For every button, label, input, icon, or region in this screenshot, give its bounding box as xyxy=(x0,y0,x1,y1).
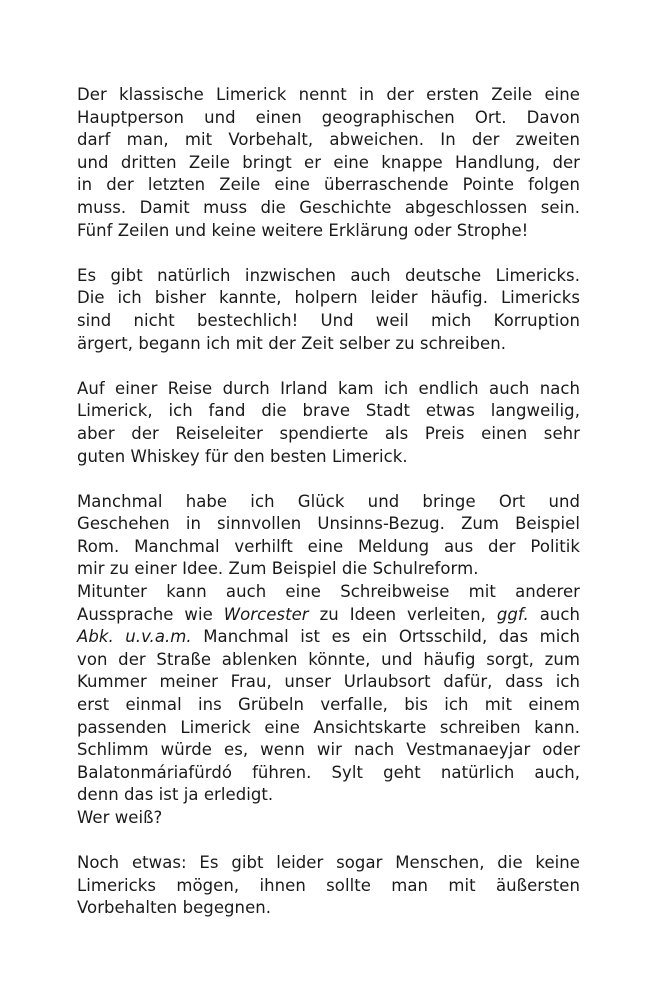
text-line: Vorbehalten begegnen. xyxy=(77,898,272,918)
text-line: Manchmal habe ich Glück und bringe Ort und xyxy=(77,491,580,511)
text-line: Limerick, ich fand die brave Stadt etwas langweilig, xyxy=(77,401,580,421)
paragraph-gap xyxy=(77,355,580,378)
text-line: Die ich bisher kannte, holpern leider häufig. Limericks xyxy=(77,288,580,308)
text-line: und dritten Zeile bringt er eine knappe Handlung, der xyxy=(77,152,580,172)
paragraph xyxy=(77,378,580,468)
text-line: in der letzten Zeile eine überraschende Pointe folgen xyxy=(77,175,580,195)
text-segment: Manchmal ist es ein Ortsschild, das mich xyxy=(191,627,580,647)
paragraph-gap xyxy=(77,242,580,265)
paragraph xyxy=(77,84,580,242)
text-line: aber der Reiseleiter spendierte als Preis einen sehr xyxy=(77,423,580,443)
text-line: Mitunter kann auch eine Schreibweise mit anderer xyxy=(77,582,580,602)
text-segment: auch xyxy=(528,604,581,624)
text-line: Rom. Manchmal verhilft eine Meldung aus der Politik xyxy=(77,536,580,556)
text-line: mir zu einer Idee. Zum Beispiel die Schulreform. xyxy=(77,559,479,579)
text-line: Wer weiß? xyxy=(77,808,163,827)
text-line: denn das ist ja erledigt. xyxy=(77,785,274,805)
paragraph-gap xyxy=(77,468,580,491)
text-line: Der klassische Limerick nennt in der ersten Zeile eine xyxy=(77,85,580,104)
paragraph xyxy=(77,491,580,830)
text-line: muss. Damit muss die Geschichte abgeschlossen sein. xyxy=(77,197,580,217)
body-text xyxy=(77,84,580,920)
italic-text: ggf. xyxy=(496,604,529,624)
italic-text: Worcester xyxy=(223,604,309,624)
paragraph xyxy=(77,265,580,355)
text-line: Noch etwas: Es gibt leider sogar Menschen, die keine xyxy=(77,853,580,873)
text-line: Fünf Zeilen und keine weitere Erklärung oder Strophe! xyxy=(77,220,529,240)
italic-text: Abk. u.v.a.m. xyxy=(77,627,192,647)
text-line: Balatonmáriafürdó führen. Sylt geht natürlich auch, xyxy=(77,762,580,782)
paragraph-gap xyxy=(77,830,580,853)
text-line: ärgert, begann ich mit der Zeit selber zu schreiben. xyxy=(77,333,507,353)
text-line: guten Whiskey für den besten Limerick. xyxy=(77,446,408,466)
text-line: passenden Limerick eine Ansichtskarte schreiben kann. xyxy=(77,717,580,737)
text-line: Auf einer Reise durch Irland kam ich endlich auch nach xyxy=(77,378,580,398)
text-line xyxy=(77,626,580,649)
text-segment: Aussprache wie xyxy=(77,604,224,624)
text-line xyxy=(77,604,580,627)
text-line: Limericks mögen, ihnen sollte man mit äußersten xyxy=(77,875,580,895)
paragraph xyxy=(77,852,580,920)
text-line: Hauptperson und einen geographischen Ort. Davon xyxy=(77,107,580,127)
text-line: Es gibt natürlich inzwischen auch deutsche Limericks. xyxy=(77,265,580,285)
text-line: von der Straße ablenken könnte, und häufig sorgt, zum xyxy=(77,649,580,669)
text-segment: zu Ideen verleiten, xyxy=(308,604,497,624)
text-line: erst einmal ins Grübeln verfalle, bis ich mit einem xyxy=(77,695,580,715)
text-line: Kummer meiner Frau, unser Urlaubsort dafür, dass ich xyxy=(77,672,580,692)
text-line: darf man, mit Vorbehalt, abweichen. In der zweiten xyxy=(77,130,580,150)
text-line: sind nicht bestechlich! Und weil mich Korruption xyxy=(77,310,580,330)
text-line: Geschehen in sinnvollen Unsinns-Bezug. Zum Beispiel xyxy=(77,514,580,534)
text-line: Schlimm würde es, wenn wir nach Vestmanaeyjar oder xyxy=(77,740,580,760)
